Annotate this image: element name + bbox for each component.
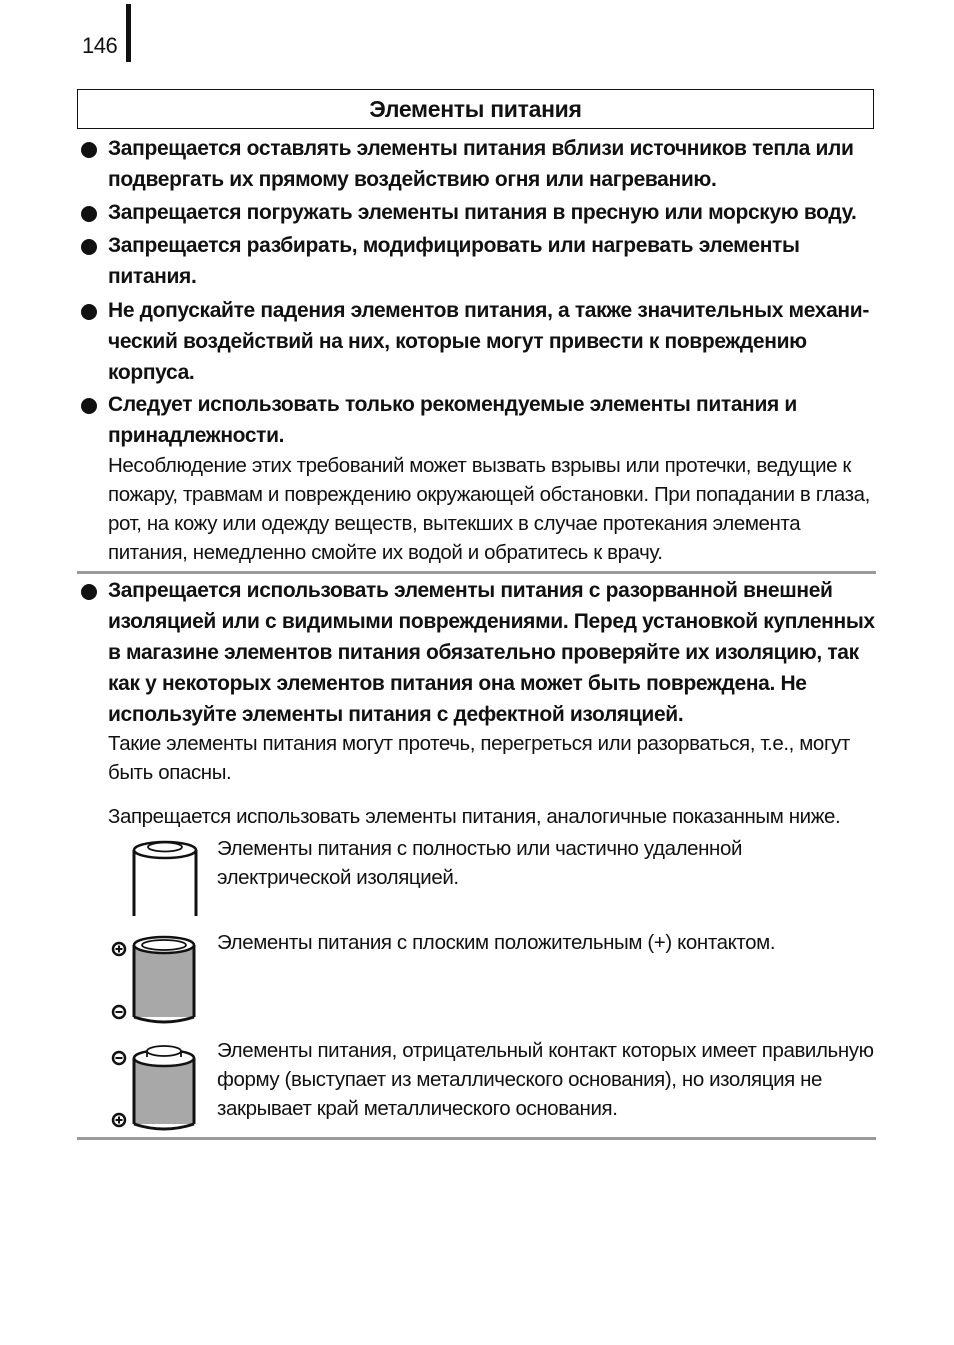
warning-item	[108, 230, 878, 292]
bullet-icon	[81, 206, 97, 222]
example-description: Элементы питания с полностью или частично удаленной электрической изоляцией.	[217, 837, 743, 889]
warning-text: Не допускайте падения элементов питания, а также значительных механи-ческий воздействий на них, которые могут привести к повреждению корпуса.	[108, 299, 869, 384]
examples-intro: Запрещается использовать элементы питания, аналогичные показанным ниже.	[108, 805, 841, 828]
insulation-note: Такие элементы питания могут протечь, перегреться или разорваться, т.е., могут быть опасны.	[108, 732, 850, 784]
warning-item	[108, 295, 878, 388]
bullet-icon	[81, 239, 97, 255]
bullet-icon	[81, 142, 97, 158]
battery-flat-positive-icon	[105, 928, 205, 1028]
example-row	[105, 1036, 885, 1136]
section-divider	[77, 1137, 876, 1140]
warning-text: Запрещается оставлять элементы питания вблизи источников тепла или подвергать их прямому воздействию огня или нагреванию.	[108, 137, 854, 191]
page-number-rule	[126, 4, 131, 62]
warning-item	[108, 197, 878, 228]
insulation-warning	[108, 575, 878, 730]
battery-stripped-insulation-icon	[105, 834, 205, 924]
example-description: Элементы питания с плоским положительным (+) контактом.	[217, 931, 776, 954]
consequence-note: Несоблюдение этих требований может вызвать взрывы или протечки, ведущие к пожару, травмам и повреждению окружающей обстановки. При попадании в глаза, рот, на кожу или одежду веществ, вытекших в случае протекания элемента питания, немедленно смойте их водой и обратитесь к врачу.	[108, 454, 870, 564]
insulation-warning-text: Запрещается использовать элементы питания с разорванной внешней изоляцией или с видимыми повреждениями. Перед установкой купленных в магазине элементов питания обязательно проверяйте их изоляцию, так как у некоторых элементов питания она может быть повреждена. Не используйте элементы питания с дефектной изоляцией.	[108, 579, 875, 726]
warning-item	[108, 133, 878, 195]
warning-text: Запрещается погружать элементы питания в пресную или морскую воду.	[108, 201, 857, 224]
section-title: Элементы питания	[77, 89, 874, 129]
bullet-icon	[81, 398, 97, 414]
battery-exposed-negative-icon	[105, 1036, 205, 1136]
example-row	[105, 928, 885, 1028]
bullet-icon	[81, 584, 97, 600]
bullet-icon	[81, 304, 97, 320]
example-row	[105, 834, 885, 924]
section-divider	[77, 571, 876, 574]
warning-text: Запрещается разбирать, модифицировать или нагревать элементы питания.	[108, 234, 800, 288]
warning-item	[108, 389, 808, 451]
example-description: Элементы питания, отрицательный контакт которых имеет правильную форму (выступает из металлического основания), но изоляция не закрывает край металлического основания.	[217, 1039, 874, 1120]
page-number: 146	[82, 33, 118, 58]
warning-text: Следует использовать только рекомендуемые элементы питания и принадлежности.	[108, 393, 797, 447]
